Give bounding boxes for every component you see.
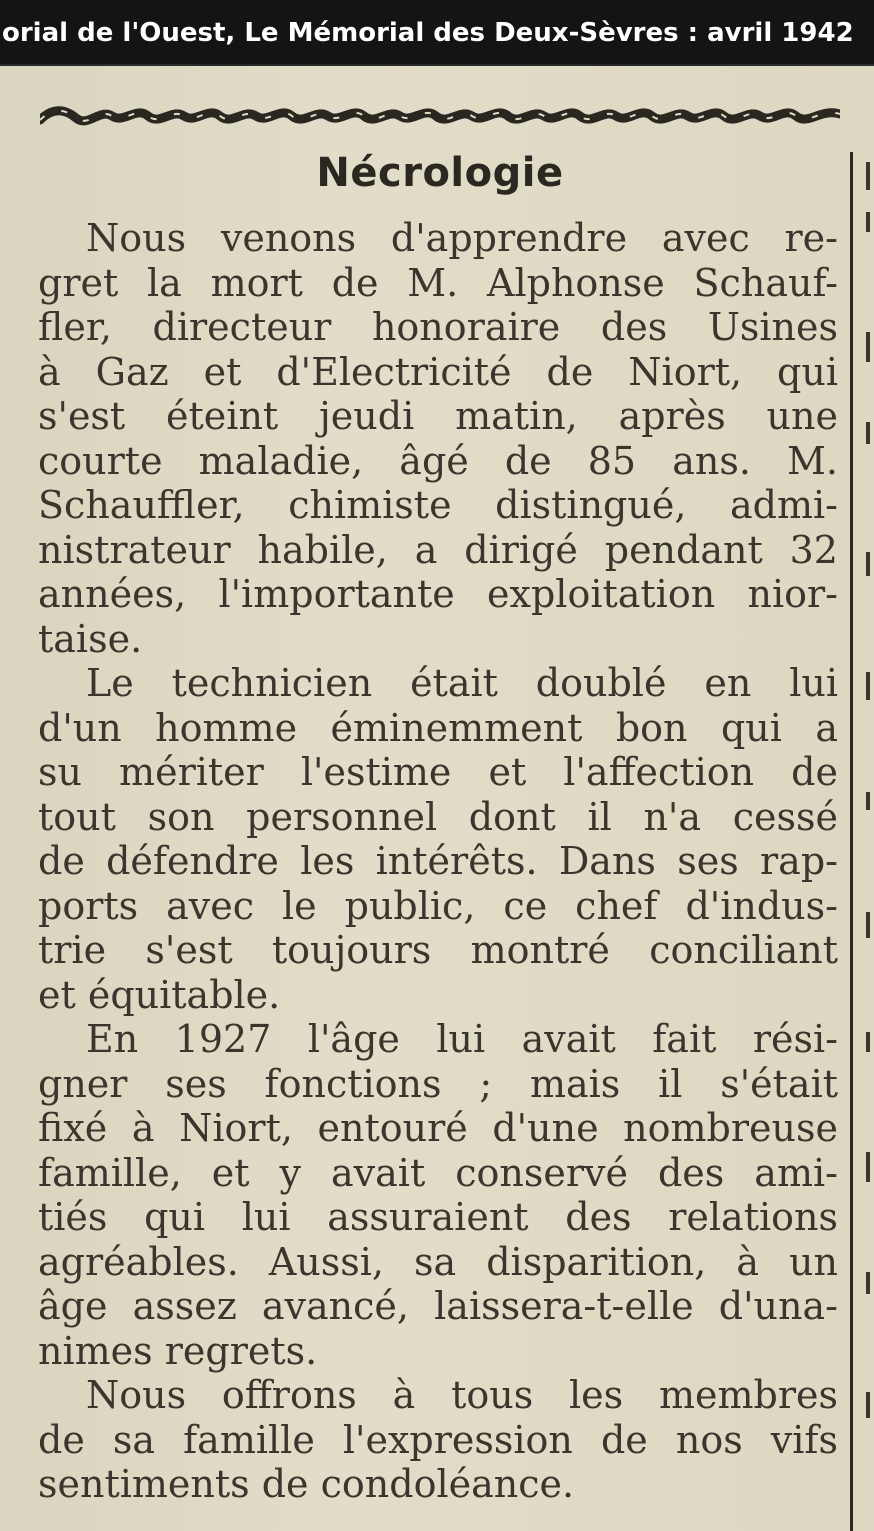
text-line: fler, directeur honoraire des Usines	[38, 305, 838, 349]
text-line: nimes regrets.	[38, 1328, 318, 1373]
text-line: gner ses fonctions ; mais il s'était	[38, 1061, 838, 1106]
column-rule	[850, 152, 853, 1531]
text-line: Schauffler, chimiste distingué, admi-	[38, 483, 838, 527]
text-line: Nous offrons à tous les membres	[86, 1373, 838, 1417]
window-title: orial de l'Ouest, Le Mémorial des Deux-Sèvres : avril 1942	[0, 0, 874, 66]
text-line: agréables. Aussi, sa disparition, à un	[38, 1239, 838, 1284]
text-line: à Gaz et d'Electricité de Niort, qui	[38, 349, 838, 394]
text-line: su mériter l'estime et l'affection de	[38, 750, 838, 794]
text-line: fixé à Niort, entouré d'une nombreuse	[38, 1106, 838, 1150]
text-line: Le technicien était doublé en lui	[86, 661, 838, 705]
text-line: gret la mort de M. Alphonse Schauf-	[38, 260, 838, 305]
article-heading: Nécrologie	[316, 150, 564, 196]
text-line: sentiments de condoléance.	[38, 1462, 575, 1506]
text-line: de défendre les intérêts. Dans ses rap-	[38, 839, 838, 883]
adjacent-column-edge	[862, 152, 874, 1531]
text-line: ports avec le public, ce chef d'indus-	[38, 883, 838, 928]
text-line: de sa famille l'expression de nos vifs	[38, 1417, 838, 1462]
text-line: tiés qui lui assuraient des relations	[38, 1195, 838, 1239]
text-line: famille, et y avait conservé des ami-	[38, 1150, 838, 1195]
text-line: nistrateur habile, a dirigé pendant 32	[38, 527, 838, 572]
ornamental-divider	[40, 96, 840, 136]
text-line: d'un homme éminemment bon qui a	[38, 705, 838, 750]
text-line: courte maladie, âgé de 85 ans. M.	[38, 438, 838, 483]
text-line: tout son personnel dont il n'a cessé	[38, 794, 838, 839]
text-line: années, l'importante exploitation nior-	[38, 572, 838, 616]
text-line: âge assez avancé, laissera-t-elle d'una-	[38, 1284, 838, 1328]
text-line: et équitable.	[38, 972, 281, 1017]
text-line: taise.	[38, 616, 143, 661]
text-line: Nous venons d'apprendre avec re-	[86, 216, 838, 260]
text-line: trie s'est toujours montré conciliant	[38, 928, 838, 972]
text-line: s'est éteint jeudi matin, après une	[38, 394, 838, 438]
text-line: En 1927 l'âge lui avait fait rési-	[86, 1017, 838, 1061]
article-body	[38, 216, 838, 1507]
